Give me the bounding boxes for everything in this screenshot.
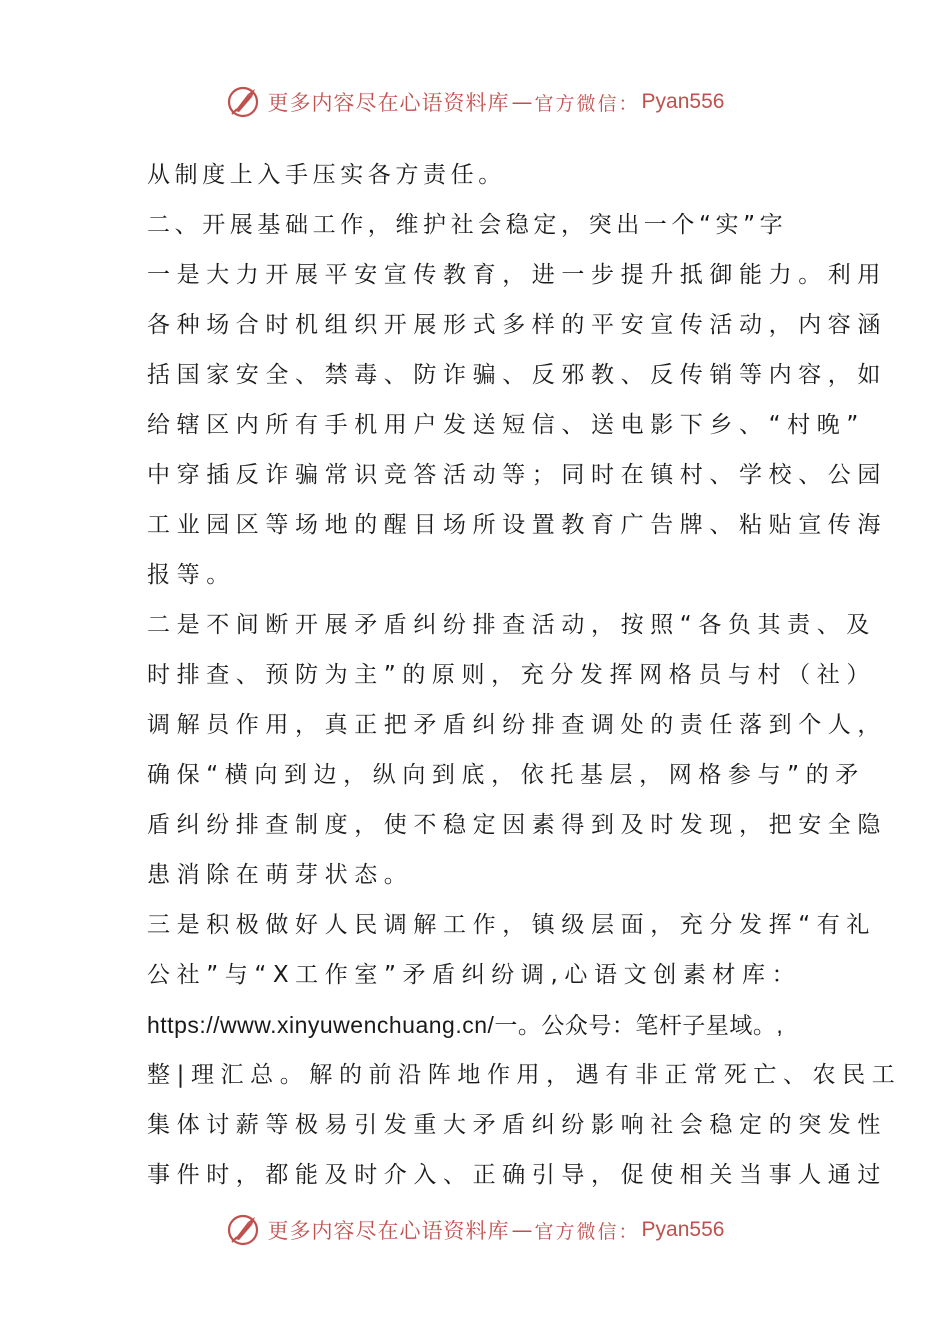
footer-banner [0,1210,950,1250]
text-line: 中穿插反诈骗常识竞答活动等；同时在镇村、学校、公园 [147,462,887,488]
text-line: 集体讨薪等极易引发重大矛盾纠纷影响社会稳定的突发性 [147,1112,887,1138]
quill-logo-icon [226,85,260,119]
text-line: 盾纠纷排查制度，使不稳定因素得到及时发现，把安全隐 [147,812,887,838]
banner-separator: — [511,90,533,114]
text-line: 二是不间断开展矛盾纠纷排查活动，按照“各负其责、及 [147,612,876,638]
banner-official-label: 官方微信： [534,1220,640,1243]
text-line: 从制度上入手压实各方责任。 [147,162,506,188]
text-line: 工业园区等场地的醒目场所设置教育广告牌、粘贴宣传海 [147,512,887,538]
text-line: 三是积极做好人民调解工作，镇级层面，充分发挥“有礼 [147,912,876,938]
quill-logo-icon [226,1213,260,1247]
text-line: 公社”与“X工作室”矛盾纠纷调,心语文创素材库： [147,962,802,988]
banner-wechat-id: Pyan556 [641,1218,725,1241]
text-line: 各种场合时机组织开展形式多样的平安宣传活动，内容涵 [147,312,887,338]
text-line: 给辖区内所有手机用户发送短信、送电影下乡、“村晚” [147,412,865,438]
text-line: 调解员作用，真正把矛盾纠纷排查调处的责任落到个人， [147,712,887,738]
url-line: https://www.xinyuwenchuang.cn/一。公众号：笔杆子星域。, [147,1012,784,1038]
banner-separator: — [511,1218,533,1242]
text-line: 患消除在萌芽状态。 [147,862,414,888]
text-line: 括国家安全、禁毒、防诈骗、反邪教、反传销等内容，如 [147,362,887,388]
header-banner [0,82,950,122]
text-line: 时排查、预防为主”的原则，充分发挥网格员与村（社） [147,662,876,688]
banner-title: 更多内容尽在心语资料库 [267,1219,510,1243]
text-line: 一是大力开展平安宣传教育，进一步提升抵御能力。利用 [147,262,887,288]
text-line: 整|理汇总。解的前沿阵地作用，遇有非正常死亡、农民工 [147,1062,902,1088]
text-line: 报等。 [147,562,236,588]
banner-official-label: 官方微信： [534,92,640,115]
banner-wechat-id: Pyan556 [641,90,725,113]
section-heading: 二、开展基础工作，维护社会稳定，突出一个“实”字 [147,212,788,238]
banner-title: 更多内容尽在心语资料库 [267,91,510,115]
text-line: 事件时，都能及时介入、正确引导，促使相关当事人通过 [147,1162,887,1188]
text-line: 确保“横向到边，纵向到底，依托基层，网格参与”的矛 [147,762,865,788]
document-body [147,150,902,1200]
